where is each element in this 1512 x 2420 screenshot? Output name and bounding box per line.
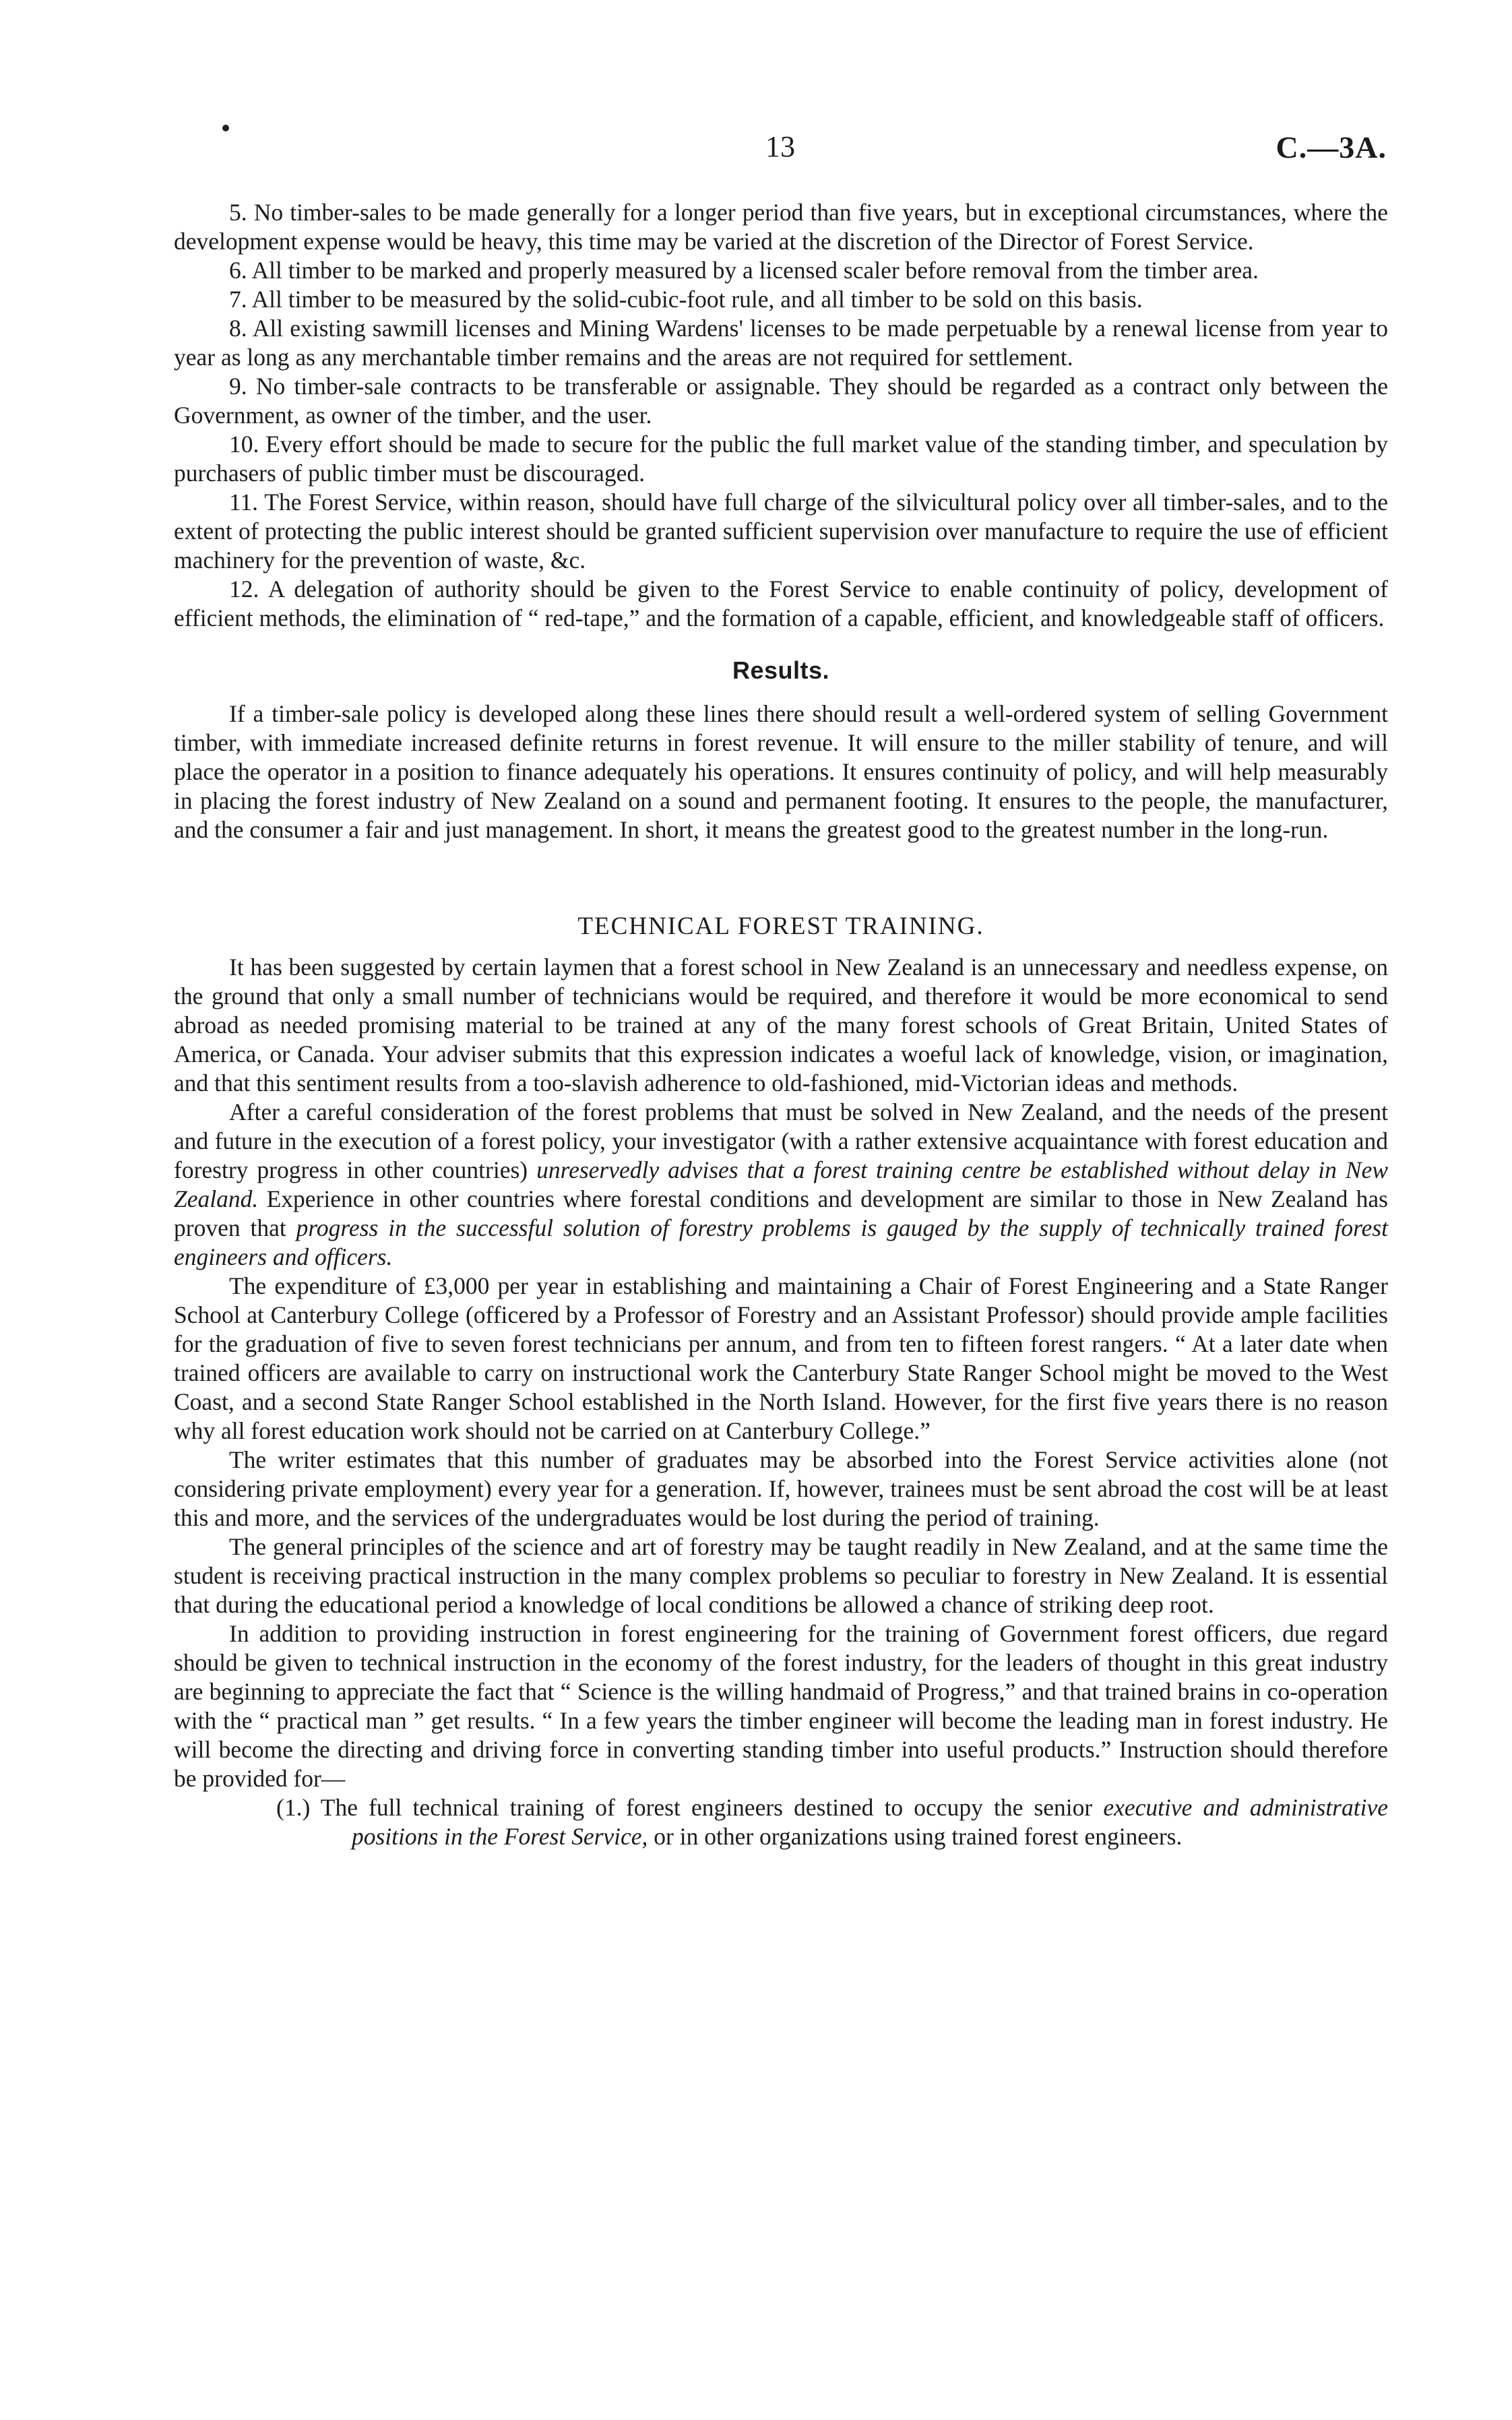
list-item-1-emphasis: executive and administrative positions in the Forest Service, xyxy=(352,1794,1388,1850)
paragraph-5: 5. No timber-sales to be made generally for a longer period than five years, but in exceptional circumstances, where the development expense would be heavy, this time may be varied at the discretion of the Director of Forest Service. xyxy=(174,199,1388,255)
paragraph-6: 6. All timber to be marked and properly measured by a licensed scaler before removal from the timber area. xyxy=(229,257,1259,284)
list-item-1-text-a: (1.) The full technical training of forest engineers destined to occupy the senior xyxy=(276,1794,1104,1821)
document-reference: C.—3A. xyxy=(1275,130,1387,164)
paragraph-8: 8. All existing sawmill licenses and Mining Wardens' licenses to be made perpetuable by a renewal license from year to year as long as any merchantable timber remains and the areas are not required for settlement. xyxy=(174,315,1388,371)
training-paragraph-2 xyxy=(174,1098,1388,1272)
training-paragraph-2-text-a: After a careful consideration of the forest problems that must be solved in New Zealand, and the needs of the present and future in the execution of a forest policy, your investigator (with a rather extensive acquaintance with forest education and forestry progress in other countries) xyxy=(174,1098,1388,1183)
page-body xyxy=(174,198,1388,1851)
training-paragraph-2-emphasis-1: unreservedly advises that a forest training centre be established without delay in New Zealand. xyxy=(174,1156,1388,1212)
paragraph-11: 11. The Forest Service, within reason, should have full charge of the silvicultural policy over all timber-sales, and to the extent of protecting the public interest should be granted sufficient supervision over manufacture to require the use of efficient machinery for the prevention of waste, &c. xyxy=(174,489,1388,573)
training-paragraph-2-text-b: Experience in other countries where forestal conditions and development are similar to those in New Zealand has proven that xyxy=(174,1185,1388,1241)
training-paragraph-5: The general principles of the science and art of forestry may be taught readily in New Zealand, and at the same time the student is receiving practical instruction in the many complex problems so peculiar to forestry in New Zealand. It is essential that during the educational period a knowledge of local conditions be allowed a chance of striking deep root. xyxy=(174,1533,1388,1618)
paragraph-9: 9. No timber-sale contracts to be transferable or assignable. They should be regarded as a contract only between the Government, as owner of the timber, and the user. xyxy=(174,373,1388,429)
list-item-1 xyxy=(276,1793,1388,1851)
list-item-1-text-b: or in other organizations using trained forest engineers. xyxy=(648,1823,1183,1850)
paragraph-10: 10. Every effort should be made to secure for the public the full market value of the standing timber, and speculation by purchasers of public timber must be discouraged. xyxy=(174,431,1388,487)
results-paragraph: If a timber-sale policy is developed along these lines there should result a well-ordered system of selling Government timber, with immediate increased definite returns in forest revenue. It will ensure to the miller stability of tenure, and will place the operator in a position to finance adequately his operations. It ensures continuity of policy, and will help measurably in placing the forest industry of New Zealand on a sound and permanent footing. It ensures to the people, the manufacturer, and the consumer a fair and just management. In short, it means the greatest good to the greatest number in the long-run. xyxy=(174,700,1388,843)
page-number: 13 xyxy=(765,130,795,163)
training-paragraph-3: The expenditure of £3,000 per year in establishing and maintaining a Chair of Forest Engineering and a State Ranger School at Canterbury College (officered by a Professor of Forestry and an Assistant Professor) should provide ample facilities for the graduation of five to seven forest technicians per annum, and from ten to fifteen forest rangers. “ At a later date when trained officers are available to carry on instructional work the Canterbury State Ranger School might be moved to the West Coast, and a second State Ranger School established in the North Island. However, for the first five years there is no reason why all forest education work should not be carried on at Canterbury College.” xyxy=(174,1272,1388,1444)
results-heading: Results. xyxy=(732,656,830,684)
paragraph-7: 7. All timber to be measured by the solid-cubic-foot rule, and all timber to be sold on this basis. xyxy=(229,286,1143,313)
training-paragraph-1: It has been suggested by certain laymen that a forest school in New Zealand is an unnecessary and needless expense, on the ground that only a small number of technicians would be required, and therefore it would be more economical to send abroad as needed promising material to be trained at any of the many forest schools of Great Britain, United States of America, or Canada. Your adviser submits that this expression indicates a woeful lack of knowledge, vision, or imagination, and that this sentiment results from a too-slavish adherence to old-fashioned, mid-Victorian ideas and methods. xyxy=(174,954,1388,1096)
training-paragraph-6: In addition to providing instruction in forest engineering for the training of Government forest officers, due regard should be given to technical instruction in the economy of the forest industry, for the leaders of thought in this great industry are beginning to appreciate the fact that “ Science is the willing handmaid of Progress,” and that trained brains in co-operation with the “ practical man ” get results. “ In a few years the timber engineer will become the leading man in forest industry. He will become the directing and driving force in converting standing timber into useful products.” Instruction should therefore be provided for— xyxy=(174,1620,1388,1792)
training-paragraph-4: The writer estimates that this number of graduates may be absorbed into the Forest Service activities alone (not considering private employment) every year for a generation. If, however, trainees must be sent abroad the cost will be at least this and more, and the services of the undergraduates would be lost during the period of training. xyxy=(174,1446,1388,1531)
technical-training-heading: TECHNICAL FOREST TRAINING. xyxy=(577,912,984,940)
training-paragraph-2-emphasis-2: progress in the successful solution of forestry problems is gauged by the supply of technically trained forest engineers and officers. xyxy=(174,1214,1389,1270)
paragraph-12: 12. A delegation of authority should be given to the Forest Service to enable continuity of policy, development of efficient methods, the elimination of “ red-tape,” and the formation of a capable, efficient, and knowledgeable staff of officers. xyxy=(174,576,1388,631)
page-header xyxy=(174,129,1387,177)
